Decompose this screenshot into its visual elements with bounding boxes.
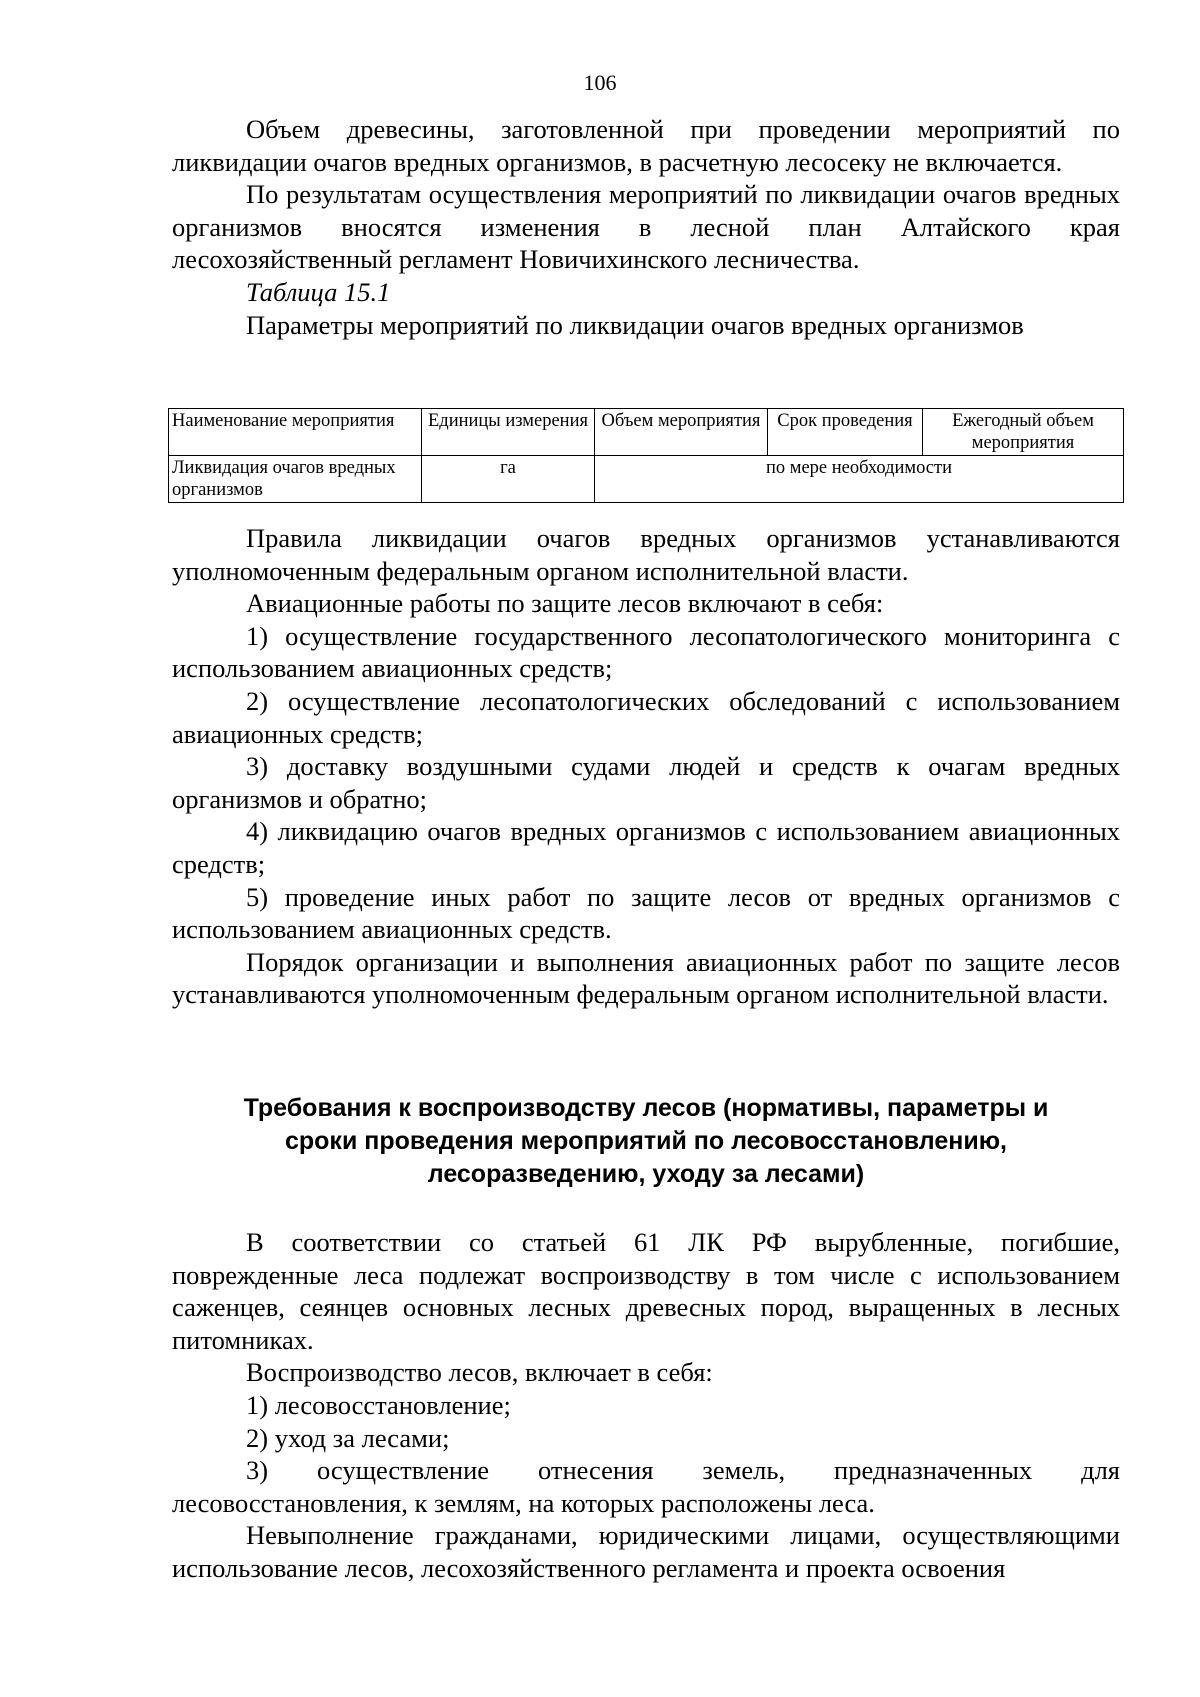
table-header-row <box>169 409 1124 456</box>
list-item: 2) осуществление лесопатологических обследований с использованием авиационных средств; <box>172 685 1120 749</box>
paragraph: Правила ликвидации очагов вредных организмов устанавливаются уполномоченным федеральным органом исполнительной власти. <box>172 523 1120 586</box>
table-row <box>169 456 1124 503</box>
paragraph: Воспроизводство лесов, включает в себя: <box>246 1357 713 1388</box>
aviation-text-block <box>172 522 1120 1011</box>
paragraph: По результатам осуществления мероприятий по ликвидации очагов вредных организмов вносятся изменения в лесной план Алтайского края лесохозяйственный регламент Новичихинского лесничества. <box>172 179 1120 275</box>
page-number: 106 <box>583 70 617 95</box>
section-heading <box>172 1092 1120 1191</box>
list-item: 1) лесовосстановление; <box>246 1389 511 1420</box>
parameters-table <box>168 408 1124 503</box>
list-item: 2) уход за лесами; <box>246 1422 450 1453</box>
list-item: 4) ликвидацию очагов вредных организмов с использованием авиационных средств; <box>172 816 1120 879</box>
table-cell-unit: га <box>422 456 595 503</box>
paragraph: Объем древесины, заготовленной при проведении мероприятий по ликвидации очагов вредных организмов, в расчетную лесосеку не включается. <box>172 114 1120 177</box>
table-cell-note: по мере необходимости <box>595 456 1124 503</box>
list-item: 1) осуществление государственного лесопатологического мониторинга с использованием авиационных средств; <box>172 620 1120 684</box>
reproduction-text-block <box>172 1226 1120 1585</box>
paragraph: Невыполнение гражданами, юридическими лицами, осуществляющими использование лесов, лесохозяйственного регламента и проекта освоения <box>172 1520 1120 1583</box>
list-item: 5) проведение иных работ по защите лесов от вредных организмов с использованием авиационных средств. <box>172 881 1120 945</box>
table-header-cell: Единицы измерения <box>422 409 595 456</box>
list-item: 3) доставку воздушными судами людей и средств к очагам вредных организмов и обратно; <box>172 751 1120 814</box>
table-cell-name: Ликвидация очагов вредных организмов <box>169 456 422 503</box>
table-header-cell: Объем мероприятия <box>595 409 768 456</box>
table-label: Таблица 15.1 <box>246 276 391 307</box>
heading-line: Требования к воспроизводству лесов (нормативы, параметры и <box>243 1094 1049 1122</box>
table-title: Параметры мероприятий по ликвидации очагов вредных организмов <box>246 309 1024 340</box>
heading-line: лесоразведению, уходу за лесами) <box>427 1160 865 1188</box>
list-item: 3) осуществление отнесения земель, предназначенных для лесовосстановления, к землям, на которых расположены леса. <box>172 1455 1120 1518</box>
table-header-cell: Наименование мероприятия <box>169 409 422 456</box>
paragraph: В соответствии со статьей 61 ЛК РФ вырубленные, погибшие, поврежденные леса подлежат воспроизводству в том числе с использованием саженцев, сеянцев основных лесных древесных пород, выращенных в лесных питомниках. <box>172 1227 1120 1355</box>
paragraph: Авиационные работы по защите лесов включают в себя: <box>246 588 884 619</box>
table-header-cell: Ежегодный объем мероприятия <box>923 409 1124 456</box>
paragraph: Порядок организации и выполнения авиационных работ по защите лесов устанавливаются уполномоченным федеральным органом исполнительной власти. <box>172 946 1120 1010</box>
intro-text-block <box>172 113 1120 341</box>
table-header-cell: Срок проведения <box>768 409 923 456</box>
heading-line: сроки проведения мероприятий по лесовосстановлению, <box>284 1127 1007 1155</box>
